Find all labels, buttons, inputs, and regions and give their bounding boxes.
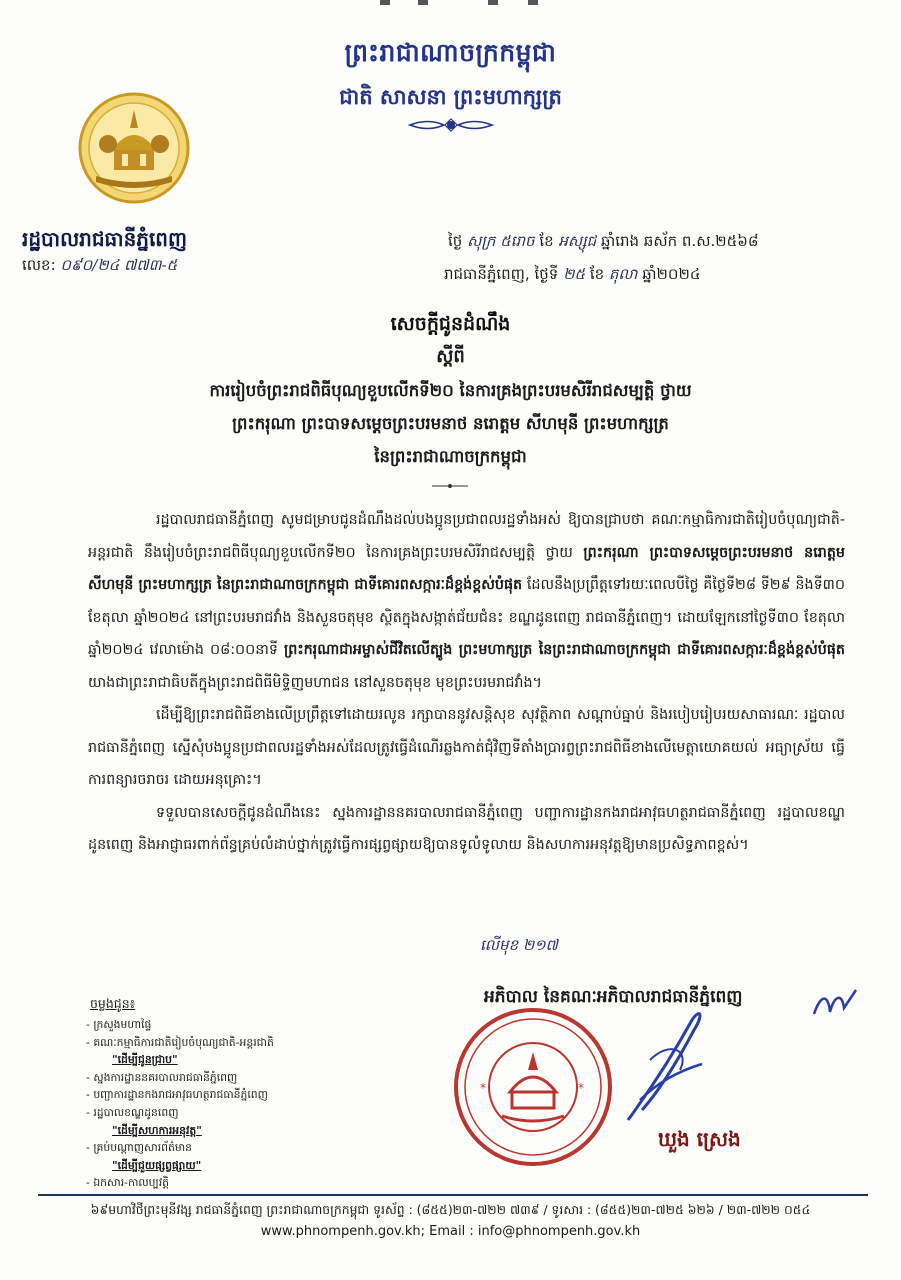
about-heading: ស្តីពី	[436, 346, 465, 367]
footer-divider	[38, 1194, 868, 1196]
cc-purpose: "ដើម្បីសហការអនុវត្ត"	[112, 1123, 202, 1137]
cc-title: ចម្លងជូន៖	[90, 996, 136, 1011]
lunar-date	[448, 232, 758, 254]
lunar-day-prefix: ថ្ងៃ	[448, 232, 463, 250]
lunar-month-prefix: ខែ	[539, 232, 554, 250]
solar-year: ឆ្នាំ២០២៤	[642, 265, 701, 283]
reference-number	[22, 256, 177, 278]
lunar-month: អស្សុជ	[558, 232, 597, 250]
body-paragraph-1	[88, 504, 845, 699]
svg-text:*: *	[578, 1081, 584, 1095]
p1-part-c: ដែលនឹងប្រព្រឹត្តទៅរយៈពេលបីថ្ងៃ គឺថ្ងៃទី២៨ ទី២៩ និងទី៣០ ខែតុលា ឆ្នាំ២០២៤ នៅព្រះបរមរាជវាំង និងសួនចតុមុខ ស្ថិតក្នុងសង្កាត់ជ័យជំនះ ខណ្ឌដូនពេញ រាជធានីភ្នំពេញ។ ដោយឡែកនៅថ្ងៃទី៣០ ខែតុលា ឆ្នាំ២០២៤ វេលាម៉ោង ០៨:០០នាទី	[88, 577, 845, 658]
cc-item: - ស្នងការដ្ឋាននគរបាលរាជធានីភ្នំពេញ	[86, 1070, 238, 1084]
notice-body	[88, 504, 845, 862]
cc-purpose: "ដើម្បីជូនជ្រាប"	[112, 1053, 178, 1067]
kingdom-title: ព្រះរាជាណាចក្រកម្ពុជា	[344, 38, 557, 67]
footer-contact: www.phnompenh.gov.kh; Email : info@phnompenh.gov.kh	[260, 1224, 641, 1239]
cc-item: - ឯកសារ-កាលប្បវត្តិ	[86, 1176, 169, 1190]
lunar-year: ឆ្នាំរោង ឆស័ក ព.ស.២៥៦៨	[600, 232, 759, 250]
p1-part-b: ព្រះករុណា ព្រះបាទសម្តេចព្រះបរមនាថ នរោត្តម សីហមុនី ព្រះមហាក្សត្រ នៃព្រះរាជាណាចក្រកម្ពុជា ជាទីគោរពសក្ការៈដ៏ខ្ពង់ខ្ពស់បំផុត	[88, 544, 846, 593]
solar-day: ២៥	[563, 265, 586, 283]
solar-month-prefix: ខែ	[589, 265, 605, 283]
solar-date	[444, 265, 701, 287]
subject-line: ព្រះករុណា ព្រះបាទសម្តេចព្រះបរមនាថ នរោត្តម សីហមុនី ព្រះមហាក្សត្រ	[232, 414, 669, 433]
lunar-day: សុក្រ ៥រោច	[467, 232, 535, 250]
solar-month: តុលា	[608, 265, 638, 283]
reference-value: ០៩០/២៤ ៧៧៣-៥	[60, 256, 178, 274]
handwritten-initial	[810, 986, 860, 1020]
cc-purpose: "ដើម្បីជួយផ្សព្វផ្សាយ"	[112, 1158, 202, 1172]
signatory-title: អភិបាល នៃគណៈអភិបាលរាជធានីភ្នំពេញ	[484, 987, 743, 1007]
footer-address: ៦៩មហាវិថីព្រះមុនីវង្ស រាជធានីភ្នំពេញ ព្រះរាជាណាចក្រកម្ពុជា ទូរស័ព្ទ : (៨៥៥)២៣-៧២២ ៧៣៩ / ទូរសារ : (៨៥៥)២៣-៧២៥ ៦២៦ / ២៣-៧២២ ០៥៤	[90, 1202, 811, 1217]
p1-part-a: រដ្ឋបាលរាជធានីភ្នំពេញ សូមជម្រាបជូនដំណឹងដល់បងប្អូនប្រជាពលរដ្ឋទាំងអស់ ឱ្យបានជ្រាបថា គណៈកម្មាធិការជាតិរៀបចំបុណ្យជាតិ-អន្តរជាតិ នឹងរៀបចំព្រះរាជពិធីបុណ្យខួបលើកទី២០ នៃការគ្រងព្រះបរមសិរីរាជសម្បត្តិ ថ្វាយ	[88, 512, 845, 561]
cc-list	[86, 1016, 406, 1192]
signatory-name: ឃួង ស្រេង	[658, 1127, 741, 1151]
subject-line: ការរៀបចំព្រះរាជពិធីបុណ្យខួបលើកទី២០ នៃការគ្រងព្រះបរមសិរីរាជសម្បត្តិ ថ្វាយ	[209, 381, 692, 400]
reference-label: លេខ:	[22, 256, 56, 274]
body-paragraph-2: ដើម្បីឱ្យព្រះរាជពិធីខាងលើប្រព្រឹត្តទៅដោយរលូន រក្សាបាននូវសន្តិសុខ សុវត្ថិភាព សណ្តាប់ធ្នាប់ និងរបៀបរៀបរយសាធារណៈ រដ្ឋបាលរាជធានីភ្នំពេញ ស្នើសុំបងប្អូនប្រជាពលរដ្ឋទាំងអស់ដែលត្រូវធ្វើដំណើរឆ្លងកាត់ជុំវិញទីតាំងប្រារព្ធព្រះរាជពិធីខាងលើមេត្តាយោគយល់ អធ្យាស្រ័យ ធ្វើការពន្យារចរាចរ ដោយអនុគ្រោះ។	[88, 707, 845, 788]
small-divider-icon	[430, 482, 470, 490]
svg-text:*: *	[480, 1081, 486, 1095]
notice-heading: សេចក្តីជូនដំណឹង	[390, 313, 511, 335]
page-edge-marks	[360, 0, 560, 10]
body-paragraph-3: ទទួលបានសេចក្តីជូនដំណឹងនេះ ស្នងការដ្ឋាននគរបាលរាជធានីភ្នំពេញ បញ្ជាការដ្ឋានកងរាជអាវុធហត្ថរាជធានីភ្នំពេញ រដ្ឋបាលខណ្ឌដូនពេញ និងអាជ្ញាធរពាក់ព័ន្ធគ្រប់លំដាប់ថ្នាក់ត្រូវធ្វើការផ្សព្វផ្សាយឱ្យបានទូលំទូលាយ និងសហការអនុវត្តឱ្យមានប្រសិទ្ធភាពខ្ពស់។	[88, 804, 845, 853]
cc-item: - គ្រប់បណ្តាញសារព័ត៌មាន	[86, 1141, 192, 1155]
cc-item: - ក្រសួងមហាផ្ទៃ	[86, 1018, 152, 1031]
phnom-penh-emblem-logo	[78, 92, 190, 204]
subject-line: នៃព្រះរាជាណាចក្រកម្ពុជា	[374, 447, 527, 466]
ornament-divider-icon	[408, 116, 494, 134]
handwritten-note: លើមុខ ២១៧	[480, 936, 558, 954]
national-motto: ជាតិ សាសនា ព្រះមហាក្សត្រ	[339, 85, 562, 109]
solar-prefix: រាជធានីភ្នំពេញ, ថ្ងៃទី	[444, 265, 559, 283]
subject-block	[60, 374, 841, 473]
p1-part-d: ព្រះករុណាជាអម្ចាស់ជីវិតលើត្បូង ព្រះមហាក្សត្រ នៃព្រះរាជាណាចក្រកម្ពុជា ជាទីគោរពសក្ការៈដ៏ខ្ពង់ខ្ពស់បំផុត	[283, 642, 845, 658]
cc-item: - គណៈកម្មាធិការជាតិរៀបចំបុណ្យជាតិ-អន្តរជាតិ	[86, 1035, 274, 1049]
issuer-name: រដ្ឋបាលរាជធានីភ្នំពេញ	[22, 227, 188, 251]
p1-part-e: យាងជាព្រះរាជាធិបតីក្នុងព្រះរាជពិធីមិទ្ទិញមហាជន នៅសួនចតុមុខ មុខព្រះបរមរាជវាំង។	[88, 674, 542, 691]
handwritten-signature	[620, 1000, 710, 1130]
cc-item: - បញ្ជាការដ្ឋានកងរាជអាវុធហត្ថរាជធានីភ្នំពេញ	[86, 1088, 268, 1102]
cc-item: - រដ្ឋបាលខណ្ឌដូនពេញ	[86, 1105, 179, 1119]
official-red-seal	[452, 1006, 614, 1168]
